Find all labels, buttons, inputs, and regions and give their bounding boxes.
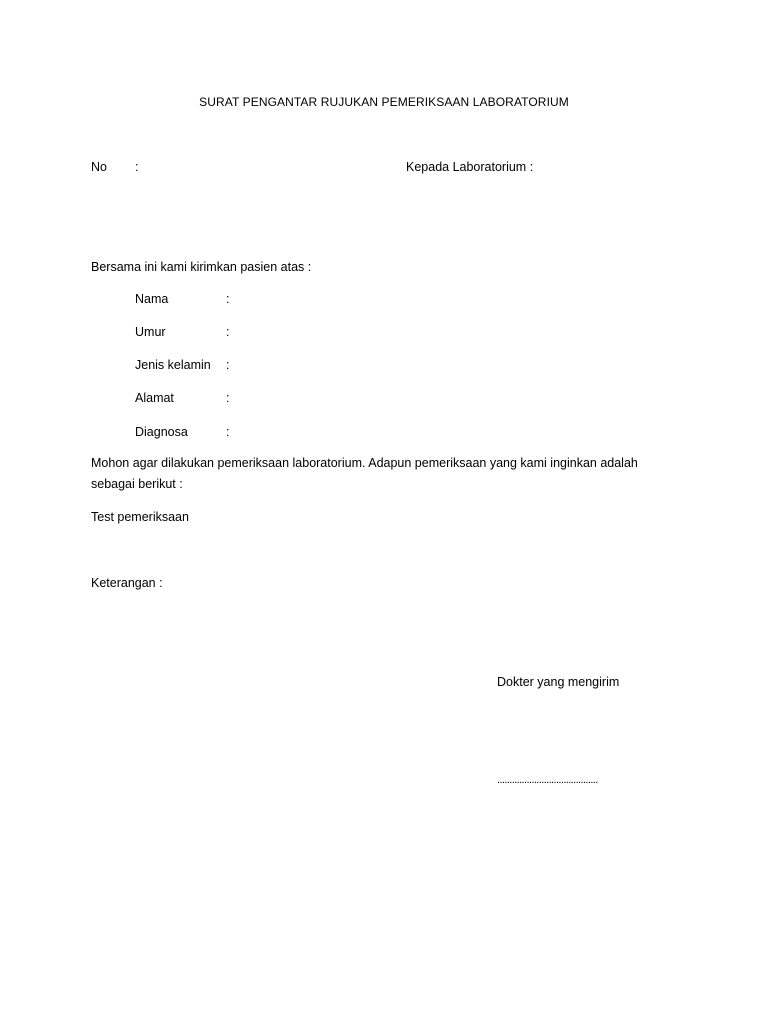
field-label-diagnosa: Diagnosa xyxy=(135,425,188,439)
request-paragraph: Mohon agar dilakukan pemeriksaan laboratorium. Adapun pemeriksaan yang kami inginkan adalah sebagai berikut : xyxy=(91,456,638,491)
no-label: No xyxy=(91,160,107,174)
signature-label: Dokter yang mengirim xyxy=(497,675,620,689)
document-title: SURAT PENGANTAR RUJUKAN PEMERIKSAAN LABORATORIUM xyxy=(199,95,569,109)
test-pemeriksaan-label: Test pemeriksaan xyxy=(91,510,189,524)
signature-line: ......................................... xyxy=(497,774,598,786)
field-colon-umur: : xyxy=(226,325,230,339)
field-label-alamat: Alamat xyxy=(135,391,174,405)
field-label-nama: Nama xyxy=(135,292,169,306)
kepada-laboratorium-label: Kepada Laboratorium : xyxy=(406,160,534,174)
field-colon-alamat: : xyxy=(226,391,230,405)
field-label-jenis-kelamin: Jenis kelamin xyxy=(135,358,211,372)
keterangan-label: Keterangan : xyxy=(91,576,163,590)
field-colon-jenis-kelamin: : xyxy=(226,358,230,372)
intro-text: Bersama ini kami kirimkan pasien atas : xyxy=(91,260,312,274)
field-colon-diagnosa: : xyxy=(226,425,230,439)
field-colon-nama: : xyxy=(226,292,230,306)
no-colon: : xyxy=(135,160,139,174)
field-label-umur: Umur xyxy=(135,325,166,339)
